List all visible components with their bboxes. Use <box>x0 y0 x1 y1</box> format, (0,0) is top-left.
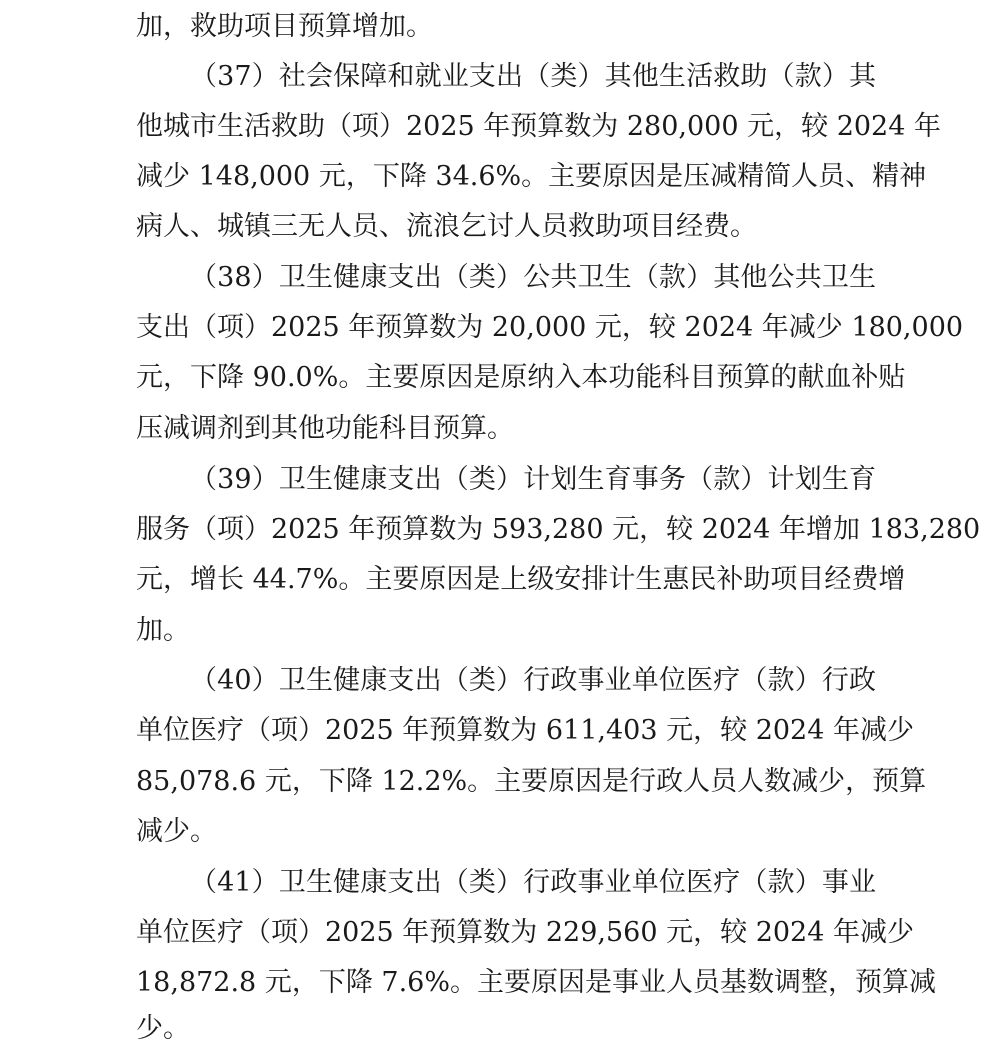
text-line: 单位医疗（项）2025 年预算数为 229,560 元，较 2024 年减少 <box>136 917 914 948</box>
text-line: 病人、城镇三无人员、流浪乞讨人员救助项目经费。 <box>136 211 757 242</box>
text-line: 减少 148,000 元，下降 34.6%。主要原因是压减精简人员、精神 <box>136 161 927 192</box>
text-line: （37）社会保障和就业支出（类）其他生活救助（款）其 <box>190 61 876 92</box>
text-line: 他城市生活救助（项）2025 年预算数为 280,000 元，较 2024 年 <box>136 111 941 142</box>
text-line: （41）卫生健康支出（类）行政事业单位医疗（款）事业 <box>190 867 876 898</box>
text-line: 服务（项）2025 年预算数为 593,280 元，较 2024 年增加 183,280 <box>136 514 981 545</box>
text-line: 加，救助项目预算增加。 <box>136 11 433 42</box>
text-line: 单位医疗（项）2025 年预算数为 611,403 元，较 2024 年减少 <box>136 715 914 746</box>
text-line: （39）卫生健康支出（类）计划生育事务（款）计划生育 <box>190 464 876 495</box>
text-line: 85,078.6 元，下降 12.2%。主要原因是行政人员人数减少，预算 <box>136 766 927 797</box>
text-line: 压减调剂到其他功能科目预算。 <box>136 413 514 444</box>
text-line: 18,872.8 元，下降 7.6%。主要原因是事业人员基数调整，预算减 <box>136 967 936 998</box>
text-line: 加。 <box>136 615 190 646</box>
text-line: 元，增长 44.7%。主要原因是上级安排计生惠民补助项目经费增 <box>136 564 906 595</box>
text-line: 少。 <box>136 1013 190 1044</box>
text-line: （38）卫生健康支出（类）公共卫生（款）其他公共卫生 <box>190 262 876 293</box>
text-line: 元，下降 90.0%。主要原因是原纳入本功能科目预算的献血补贴 <box>136 362 906 393</box>
text-line: 支出（项）2025 年预算数为 20,000 元，较 2024 年减少 180,000 <box>136 312 964 343</box>
text-line: （40）卫生健康支出（类）行政事业单位医疗（款）行政 <box>190 665 876 696</box>
text-line: 减少。 <box>136 816 217 847</box>
